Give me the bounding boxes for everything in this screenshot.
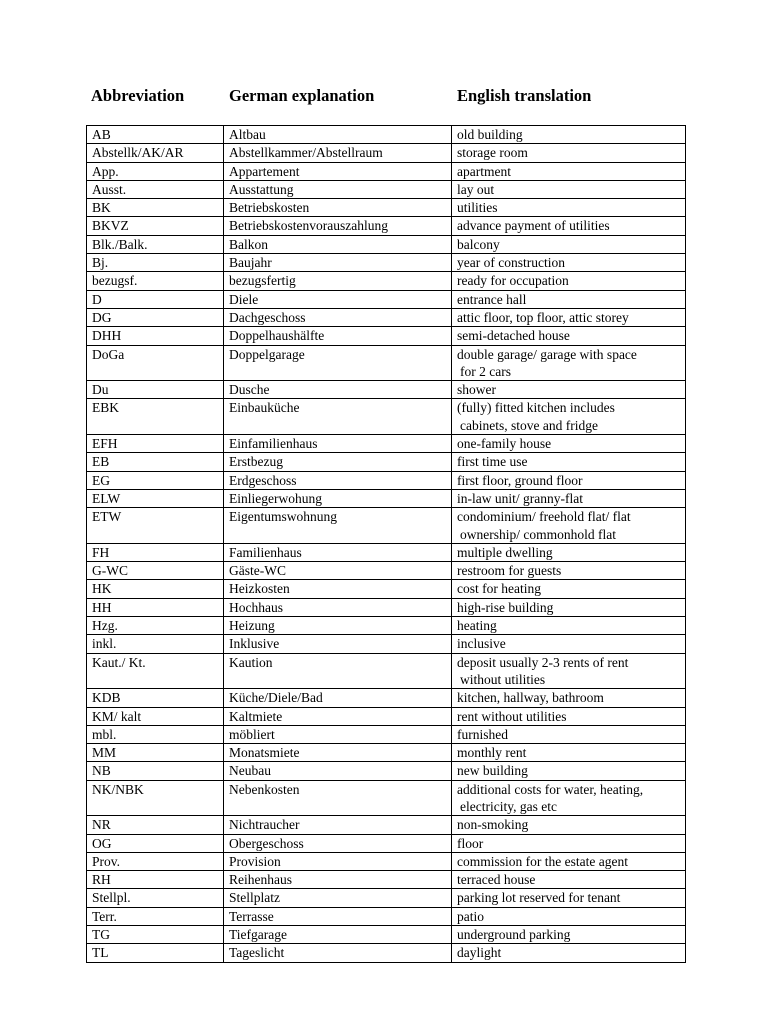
german-explanation-cell: Tiefgarage xyxy=(224,926,452,944)
abbreviation-cell: Du xyxy=(87,381,224,399)
table-row xyxy=(87,580,686,598)
abbreviation-cell: mbl. xyxy=(87,725,224,743)
english-translation-line: non-smoking xyxy=(457,817,529,833)
english-translation-line: additional costs for water, heating, xyxy=(457,781,644,797)
abbreviation-cell: EBK xyxy=(87,399,224,435)
english-translation-line: balcony xyxy=(457,236,500,252)
english-translation-cell xyxy=(452,235,686,253)
german-explanation-cell: Nebenkosten xyxy=(224,780,452,816)
german-explanation-cell: möbliert xyxy=(224,725,452,743)
table-row xyxy=(87,272,686,290)
german-explanation-cell: Küche/Diele/Bad xyxy=(224,689,452,707)
english-translation-cell xyxy=(452,508,686,544)
german-explanation-cell: Eigentumswohnung xyxy=(224,508,452,544)
english-translation-cell xyxy=(452,345,686,381)
english-translation-cell xyxy=(452,272,686,290)
abbreviation-cell: BKVZ xyxy=(87,217,224,235)
table-row xyxy=(87,926,686,944)
english-translation-line: heating xyxy=(457,618,497,634)
abbreviation-cell: D xyxy=(87,290,224,308)
german-explanation-cell: Betriebskosten xyxy=(224,199,452,217)
abbreviation-cell: ELW xyxy=(87,489,224,507)
table-row xyxy=(87,508,686,544)
abbreviation-cell: TL xyxy=(87,944,224,962)
english-translation-line: first floor, ground floor xyxy=(457,472,583,488)
german-explanation-cell: Einliegerwohung xyxy=(224,489,452,507)
german-explanation-cell: Doppelgarage xyxy=(224,345,452,381)
german-explanation-cell: Gäste-WC xyxy=(224,562,452,580)
table-row xyxy=(87,762,686,780)
english-translation-line: kitchen, hallway, bathroom xyxy=(457,690,604,706)
german-explanation-cell: Heizung xyxy=(224,617,452,635)
abbreviation-cell: NK/NBK xyxy=(87,780,224,816)
english-translation-line: floor xyxy=(457,835,484,851)
english-translation-cell xyxy=(452,889,686,907)
english-translation-cell xyxy=(452,199,686,217)
german-explanation-cell: Reihenhaus xyxy=(224,871,452,889)
english-translation-cell xyxy=(452,180,686,198)
german-explanation-cell: Terrasse xyxy=(224,907,452,925)
english-translation-line: shower xyxy=(457,382,496,398)
abbreviation-cell: KDB xyxy=(87,689,224,707)
german-explanation-cell: Nichtraucher xyxy=(224,816,452,834)
english-translation-cell xyxy=(452,290,686,308)
english-translation-line: old building xyxy=(457,127,523,142)
abbreviation-cell: Terr. xyxy=(87,907,224,925)
table-row xyxy=(87,543,686,561)
abbreviation-cell: G-WC xyxy=(87,562,224,580)
german-explanation-cell: Einfamilienhaus xyxy=(224,435,452,453)
abbreviation-cell: ETW xyxy=(87,508,224,544)
german-explanation-cell: Provision xyxy=(224,852,452,870)
abbreviation-cell: DG xyxy=(87,308,224,326)
english-translation-line: attic floor, top floor, attic storey xyxy=(457,309,629,325)
abbreviation-cell: MM xyxy=(87,744,224,762)
english-translation-cell xyxy=(452,308,686,326)
abbreviation-cell: Stellpl. xyxy=(87,889,224,907)
english-translation-line: monthly rent xyxy=(457,745,527,761)
german-explanation-cell: Abstellkammer/Abstellraum xyxy=(224,144,452,162)
abbreviation-cell: Ausst. xyxy=(87,180,224,198)
table-row xyxy=(87,126,686,144)
english-translation-cell xyxy=(452,762,686,780)
english-translation-cell xyxy=(452,435,686,453)
german-explanation-cell: Dachgeschoss xyxy=(224,308,452,326)
english-translation-cell xyxy=(452,834,686,852)
english-translation-cell xyxy=(452,617,686,635)
german-explanation-cell: Monatsmiete xyxy=(224,744,452,762)
abbreviation-cell: DHH xyxy=(87,327,224,345)
table-row xyxy=(87,489,686,507)
english-translation-line: high-rise building xyxy=(457,599,554,615)
abbreviation-cell: inkl. xyxy=(87,635,224,653)
table-row xyxy=(87,435,686,453)
english-translation-cell xyxy=(452,381,686,399)
english-translation-line: terraced house xyxy=(457,872,536,888)
table-row xyxy=(87,180,686,198)
abbreviation-cell: HH xyxy=(87,598,224,616)
table-row xyxy=(87,235,686,253)
abbreviation-cell: EG xyxy=(87,471,224,489)
english-translation-line: electricity, gas etc xyxy=(460,798,557,814)
english-translation-cell xyxy=(452,816,686,834)
abbreviation-cell: FH xyxy=(87,543,224,561)
german-explanation-cell: Altbau xyxy=(224,126,452,144)
table-row xyxy=(87,689,686,707)
table-row xyxy=(87,290,686,308)
german-explanation-cell: Familienhaus xyxy=(224,543,452,561)
abbreviation-cell: EB xyxy=(87,453,224,471)
english-translation-line: multiple dwelling xyxy=(457,544,553,560)
english-translation-line: furnished xyxy=(457,726,508,742)
table-row xyxy=(87,254,686,272)
abbreviation-cell: App. xyxy=(87,162,224,180)
german-explanation-cell: Balkon xyxy=(224,235,452,253)
english-translation-cell xyxy=(452,543,686,561)
abbreviation-table xyxy=(86,125,686,963)
english-translation-cell xyxy=(452,471,686,489)
german-explanation-cell: Kaltmiete xyxy=(224,707,452,725)
table-row xyxy=(87,834,686,852)
table-row xyxy=(87,871,686,889)
english-translation-line: ownership/ commonhold flat xyxy=(460,526,616,542)
german-explanation-cell: Ausstattung xyxy=(224,180,452,198)
abbreviation-cell: OG xyxy=(87,834,224,852)
english-translation-line: lay out xyxy=(457,181,495,197)
english-translation-cell xyxy=(452,254,686,272)
german-explanation-cell: Erdgeschoss xyxy=(224,471,452,489)
abbreviation-cell: EFH xyxy=(87,435,224,453)
abbreviation-cell: Abstellk/AK/AR xyxy=(87,144,224,162)
table-row xyxy=(87,345,686,381)
table-row xyxy=(87,598,686,616)
english-translation-line: advance payment of utilities xyxy=(457,218,610,234)
english-translation-cell xyxy=(452,871,686,889)
english-translation-line: one-family house xyxy=(457,436,552,452)
english-translation-cell xyxy=(452,852,686,870)
abbreviation-cell: Blk./Balk. xyxy=(87,235,224,253)
table-headers xyxy=(0,86,768,110)
english-translation-line: utilities xyxy=(457,200,498,216)
abbreviation-cell: HK xyxy=(87,580,224,598)
table-row xyxy=(87,327,686,345)
table-row xyxy=(87,144,686,162)
german-explanation-cell: Neubau xyxy=(224,762,452,780)
header-german-explanation: German explanation xyxy=(229,86,375,105)
table-row xyxy=(87,217,686,235)
german-explanation-cell: Einbauküche xyxy=(224,399,452,435)
english-translation-line: ready for occupation xyxy=(457,273,569,289)
english-translation-cell xyxy=(452,707,686,725)
english-translation-cell xyxy=(452,399,686,435)
english-translation-cell xyxy=(452,162,686,180)
table-row xyxy=(87,944,686,962)
german-explanation-cell: Tageslicht xyxy=(224,944,452,962)
english-translation-cell xyxy=(452,635,686,653)
german-explanation-cell: Erstbezug xyxy=(224,453,452,471)
english-translation-line: condominium/ freehold flat/ flat xyxy=(457,509,631,525)
table-row xyxy=(87,707,686,725)
abbreviation-cell: NB xyxy=(87,762,224,780)
abbreviation-cell: Kaut./ Kt. xyxy=(87,653,224,689)
table-row xyxy=(87,471,686,489)
table-row xyxy=(87,308,686,326)
english-translation-line: apartment xyxy=(457,163,511,179)
german-explanation-cell: Appartement xyxy=(224,162,452,180)
english-translation-line: deposit usually 2-3 rents of rent xyxy=(457,654,629,670)
german-explanation-cell: Obergeschoss xyxy=(224,834,452,852)
table-row xyxy=(87,744,686,762)
english-translation-line: inclusive xyxy=(457,636,506,652)
german-explanation-cell: Baujahr xyxy=(224,254,452,272)
english-translation-cell xyxy=(452,327,686,345)
abbreviation-cell: TG xyxy=(87,926,224,944)
header-abbreviation: Abbreviation xyxy=(91,86,185,105)
table-row xyxy=(87,617,686,635)
abbreviation-cell: bezugsf. xyxy=(87,272,224,290)
abbreviation-cell: KM/ kalt xyxy=(87,707,224,725)
english-translation-line: rent without utilities xyxy=(457,708,567,724)
table-row xyxy=(87,889,686,907)
german-explanation-cell: Diele xyxy=(224,290,452,308)
table-row xyxy=(87,907,686,925)
german-explanation-cell: Heizkosten xyxy=(224,580,452,598)
german-explanation-cell: bezugsfertig xyxy=(224,272,452,290)
abbreviation-cell: Bj. xyxy=(87,254,224,272)
english-translation-cell xyxy=(452,562,686,580)
table-row xyxy=(87,653,686,689)
english-translation-line: parking lot reserved for tenant xyxy=(457,890,621,906)
english-translation-cell xyxy=(452,453,686,471)
english-translation-cell xyxy=(452,907,686,925)
english-translation-cell xyxy=(452,144,686,162)
abbreviation-cell: DoGa xyxy=(87,345,224,381)
german-explanation-cell: Dusche xyxy=(224,381,452,399)
english-translation-line: patio xyxy=(457,908,484,924)
english-translation-line: daylight xyxy=(457,945,502,961)
english-translation-line: (fully) fitted kitchen includes xyxy=(457,400,615,416)
english-translation-line: commission for the estate agent xyxy=(457,853,628,869)
table-row xyxy=(87,852,686,870)
abbreviation-cell: AB xyxy=(87,126,224,144)
table-row xyxy=(87,816,686,834)
abbreviation-cell: NR xyxy=(87,816,224,834)
english-translation-line: cabinets, stove and fridge xyxy=(460,417,598,433)
table-row xyxy=(87,780,686,816)
english-translation-cell xyxy=(452,653,686,689)
english-translation-cell xyxy=(452,126,686,144)
table-row xyxy=(87,381,686,399)
english-translation-line: storage room xyxy=(457,145,528,161)
abbreviation-table-body xyxy=(87,126,686,963)
english-translation-cell xyxy=(452,780,686,816)
header-english-translation: English translation xyxy=(457,86,592,105)
abbreviation-cell: RH xyxy=(87,871,224,889)
table-row xyxy=(87,725,686,743)
table-row xyxy=(87,453,686,471)
table-row xyxy=(87,199,686,217)
german-explanation-cell: Betriebskostenvorauszahlung xyxy=(224,217,452,235)
english-translation-line: for 2 cars xyxy=(460,363,511,379)
english-translation-cell xyxy=(452,217,686,235)
english-translation-line: double garage/ garage with space xyxy=(457,346,637,362)
english-translation-cell xyxy=(452,689,686,707)
english-translation-line: cost for heating xyxy=(457,581,541,597)
english-translation-line: first time use xyxy=(457,454,528,470)
abbreviation-cell: Prov. xyxy=(87,852,224,870)
german-explanation-cell: Stellplatz xyxy=(224,889,452,907)
english-translation-cell xyxy=(452,489,686,507)
english-translation-line: without utilities xyxy=(460,671,546,687)
english-translation-line: year of construction xyxy=(457,255,565,271)
english-translation-line: entrance hall xyxy=(457,291,527,307)
english-translation-cell xyxy=(452,944,686,962)
abbreviation-cell: Hzg. xyxy=(87,617,224,635)
english-translation-line: semi-detached house xyxy=(457,328,570,344)
english-translation-line: restroom for guests xyxy=(457,563,562,579)
table-row xyxy=(87,162,686,180)
table-row xyxy=(87,562,686,580)
german-explanation-cell: Inklusive xyxy=(224,635,452,653)
english-translation-cell xyxy=(452,580,686,598)
english-translation-line: in-law unit/ granny-flat xyxy=(457,490,583,506)
english-translation-cell xyxy=(452,744,686,762)
english-translation-cell xyxy=(452,598,686,616)
english-translation-line: underground parking xyxy=(457,927,571,943)
english-translation-cell xyxy=(452,926,686,944)
german-explanation-cell: Kaution xyxy=(224,653,452,689)
abbreviation-cell: BK xyxy=(87,199,224,217)
german-explanation-cell: Doppelhaushälfte xyxy=(224,327,452,345)
english-translation-cell xyxy=(452,725,686,743)
table-row xyxy=(87,399,686,435)
german-explanation-cell: Hochhaus xyxy=(224,598,452,616)
english-translation-line: new building xyxy=(457,763,528,779)
table-row xyxy=(87,635,686,653)
